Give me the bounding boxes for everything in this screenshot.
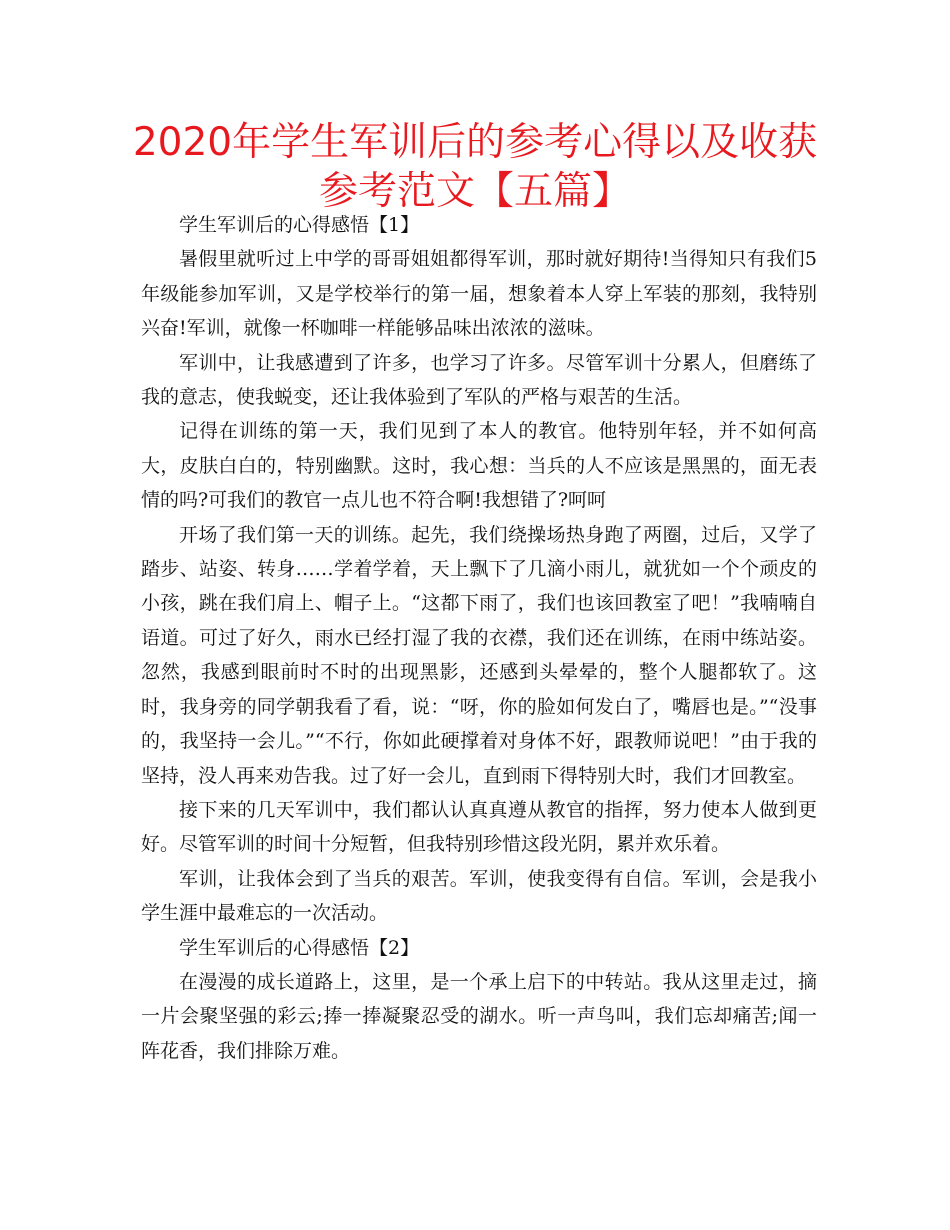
paragraph: 军训中，让我感遭到了许多，也学习了许多。尽管军训十分累人，但磨练了我的意志，使我蜕变，还让我体验到了军队的严格与艰苦的生活。 — [141, 351, 817, 409]
paragraph: 军训，让我体会到了当兵的艰苦。军训，使我变得有自信。军训，会是我小学生涯中最难忘的一次活动。 — [141, 867, 817, 925]
section-heading-2: 学生军训后的心得感悟【2】 — [179, 936, 420, 959]
document-body — [141, 208, 817, 1068]
paragraph: 记得在训练的第一天，我们见到了本人的教官。他特别年轻，并不如何高大，皮肤白白的，特别幽默。这时，我心想：当兵的人不应该是黑黑的，面无表情的吗?可我们的教官一点儿也不符合啊!我想错了?呵呵 — [141, 420, 817, 512]
paragraph: 暑假里就听过上中学的哥哥姐姐都得军训，那时就好期待!当得知只有我们5年级能参加军训，又是学校举行的第一届，想象着本人穿上军装的那刻，我特别兴奋!军训，就像一杯咖啡一样能够品味出浓浓的滋味。 — [141, 248, 817, 340]
paragraph: 在漫漫的成长道路上，这里，是一个承上启下的中转站。我从这里走过，摘一片会聚坚强的彩云;捧一捧凝聚忍受的湖水。听一声鸟叫，我们忘却痛苦;闻一阵花香，我们排除万难。 — [141, 970, 817, 1062]
paragraph: 开场了我们第一天的训练。起先，我们绕操场热身跑了两圈，过后，又学了踏步、站姿、转身……学着学着，天上飘下了几滴小雨儿，就犹如一个个顽皮的小孩，跳在我们肩上、帽子上。“这都下雨了，我们也该回教室了吧！”我喃喃自语道。可过了好久，雨水已经打湿了我的衣襟，我们还在训练，在雨中练站姿。忽然，我感到眼前时不时的出现黑影，还感到头晕晕的，整个人腿都软了。这时，我身旁的同学朝我看了看，说：“呀，你的脸如何发白了，嘴唇也是。”“没事的，我坚持一会儿。”“不行，你如此硬撑着对身体不好，跟教师说吧！”由于我的坚持，没人再来劝告我。过了好一会儿，直到雨下得特别大时，我们才回教室。 — [141, 523, 817, 787]
paragraph: 接下来的几天军训中，我们都认认真真遵从教官的指挥，努力使本人做到更好。尽管军训的时间十分短暂，但我特别珍惜这段光阴，累并欢乐着。 — [141, 798, 817, 856]
section-heading-1: 学生军训后的心得感悟【1】 — [179, 214, 420, 236]
document-title: 2020年学生军训后的参考心得以及收获参考范文【五篇】 — [132, 120, 818, 214]
